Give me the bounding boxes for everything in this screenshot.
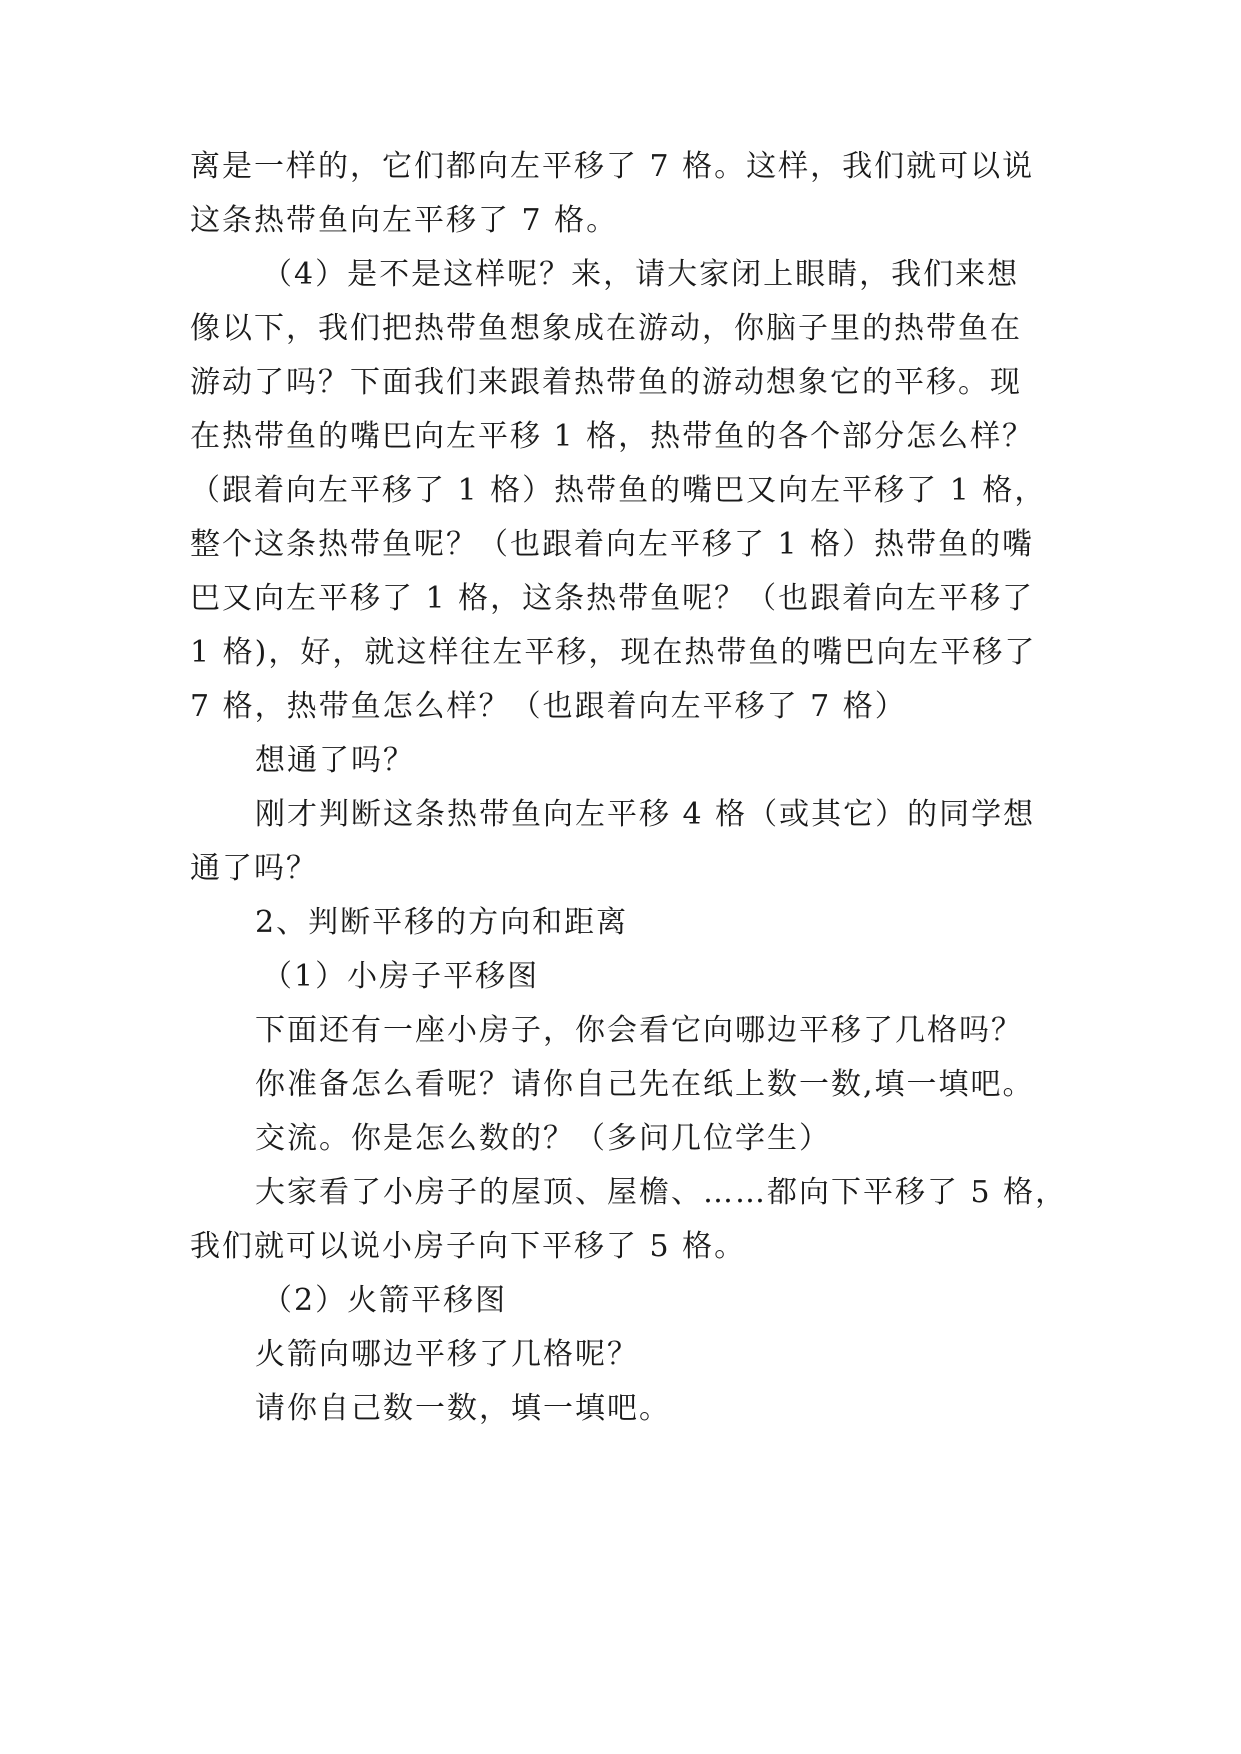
text-line: 大家看了小房子的屋顶、屋檐、……都向下平移了 5 格， [255,1175,1068,1210]
text-line: 1 格)，好，就这样往左平移，现在热带鱼的嘴巴向左平移了 [190,635,1037,670]
text-line: 巴又向左平移了 1 格，这条热带鱼呢？（也跟着向左平移了 [190,581,1035,616]
text-line: 火箭向哪边平移了几格呢？ [255,1337,639,1372]
text-line: 这条热带鱼向左平移了 7 格。 [190,203,619,238]
text-line: 下面还有一座小房子，你会看它向哪边平移了几格吗？ [255,1013,1023,1048]
text-line: （跟着向左平移了 1 格）热带鱼的嘴巴又向左平移了 1 格， [190,473,1047,508]
text-line: 2、判断平移的方向和距离 [255,905,629,940]
text-line: （1）小房子平移图 [262,959,540,994]
text-line: 游动了吗？下面我们来跟着热带鱼的游动想象它的平移。现 [190,365,1022,400]
text-line: 整个这条热带鱼呢？（也跟着向左平移了 1 格）热带鱼的嘴 [190,527,1035,562]
text-line: 我们就可以说小房子向下平移了 5 格。 [190,1229,747,1264]
text-line: 刚才判断这条热带鱼向左平移 4 格（或其它）的同学想 [255,797,1036,832]
text-line: 通了吗？ [190,851,318,886]
text-line: 像以下，我们把热带鱼想象成在游动，你脑子里的热带鱼在 [190,311,1022,346]
text-line: 想通了吗？ [255,743,415,778]
text-line: （2）火箭平移图 [262,1283,508,1318]
text-line: 请你自己数一数，填一填吧。 [255,1391,671,1426]
text-line: 在热带鱼的嘴巴向左平移 1 格，热带鱼的各个部分怎么样？ [190,419,1035,454]
text-line: 你准备怎么看呢？请你自己先在纸上数一数,填一填吧。 [255,1067,1035,1102]
text-line: 交流。你是怎么数的？（多问几位学生） [255,1121,831,1156]
text-line: 离是一样的，它们都向左平移了 7 格。这样，我们就可以说 [190,149,1035,184]
text-line: 7 格，热带鱼怎么样？（也跟着向左平移了 7 格） [190,689,907,724]
text-line: （4）是不是这样呢？来，请大家闭上眼睛，我们来想 [262,257,1020,292]
